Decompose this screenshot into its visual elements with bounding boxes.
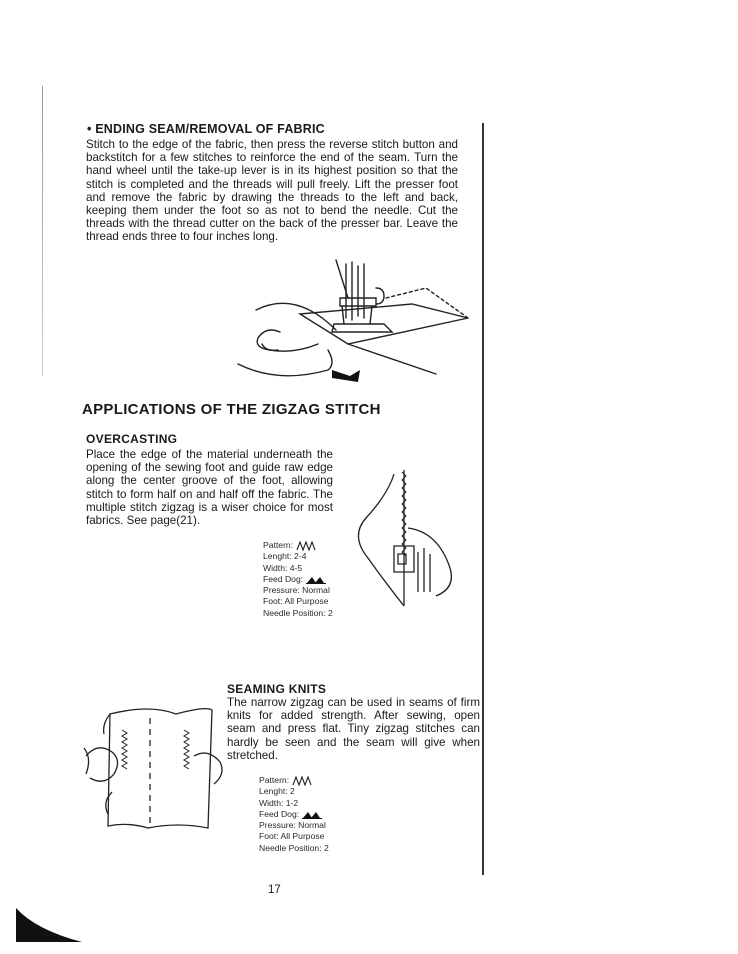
zigzag-pattern-icon [292,776,314,786]
feed-dog-icon [302,811,322,819]
foot-row: Foot: All Purpose [259,831,325,842]
length-row: Lenght: 2 [259,786,295,797]
length-row: Lenght: 2-4 [263,551,307,562]
needle-position-row: Needle Position: 2 [259,842,329,853]
feed-dog-icon [306,576,326,584]
section-heading-ending-seam: • ENDING SEAM/REMOVAL OF FABRIC [87,122,325,136]
seaming-knits-heading: SEAMING KNITS [227,682,327,696]
pattern-row: Pattern: [259,775,329,786]
overcasting-settings [263,540,333,619]
width-row: Width: 1-2 [259,797,299,808]
overcasting-paragraph: Place the edge of the material underneath the opening of the sewing foot and guide raw edge along the center groove of the foot, allowing stitch to form half on and half off the fabric. The multiple stitch zigzag is a wiser choice for most fabrics. See page(21). [86,448,333,528]
pattern-row: Pattern: [263,540,333,551]
scan-edge-mark [42,86,43,376]
overcasting-heading: OVERCASTING [86,432,178,446]
page-column-rule [482,123,484,875]
overcasting-illustration [354,468,458,610]
zigzag-pattern-icon [296,541,318,551]
pressure-row: Pressure: Normal [263,585,330,596]
remove-fabric-illustration [236,258,476,388]
section-heading-zigzag-applications: APPLICATIONS OF THE ZIGZAG STITCH [82,401,381,418]
seaming-knits-settings [259,775,329,854]
scan-corner-shadow [16,908,82,944]
seaming-knits-paragraph: The narrow zigzag can be used in seams of firm knits for added strength. After sewing, open seam and press flat. Tiny zigzag stitches can hardly be seen and the seam will give when stretched. [227,696,480,762]
ending-seam-paragraph: Stitch to the edge of the fabric, then press the reverse stitch button and backstitch for a few stitches to reinforce the end of the seam. Turn the hand wheel until the take-up lever is in its highest position so that the stitch is completed and the threads will pull freely. Lift the presser foot and remove the fabric by drawing the threads to the left and back, keeping them under the foot so as not to bend the needle. Cut the threads with the thread cutter on the back of the presser bar. Leave the thread ends three to four inches long. [86,138,458,244]
page-number: 17 [268,884,281,896]
needle-position-row: Needle Position: 2 [263,607,333,618]
foot-row: Foot: All Purpose [263,596,329,607]
pressure-row: Pressure: Normal [259,820,326,831]
seaming-knits-illustration [82,700,232,830]
feed-dog-row: Feed Dog: [263,574,333,585]
feed-dog-row: Feed Dog: [259,809,329,820]
width-row: Width: 4-5 [263,562,303,573]
